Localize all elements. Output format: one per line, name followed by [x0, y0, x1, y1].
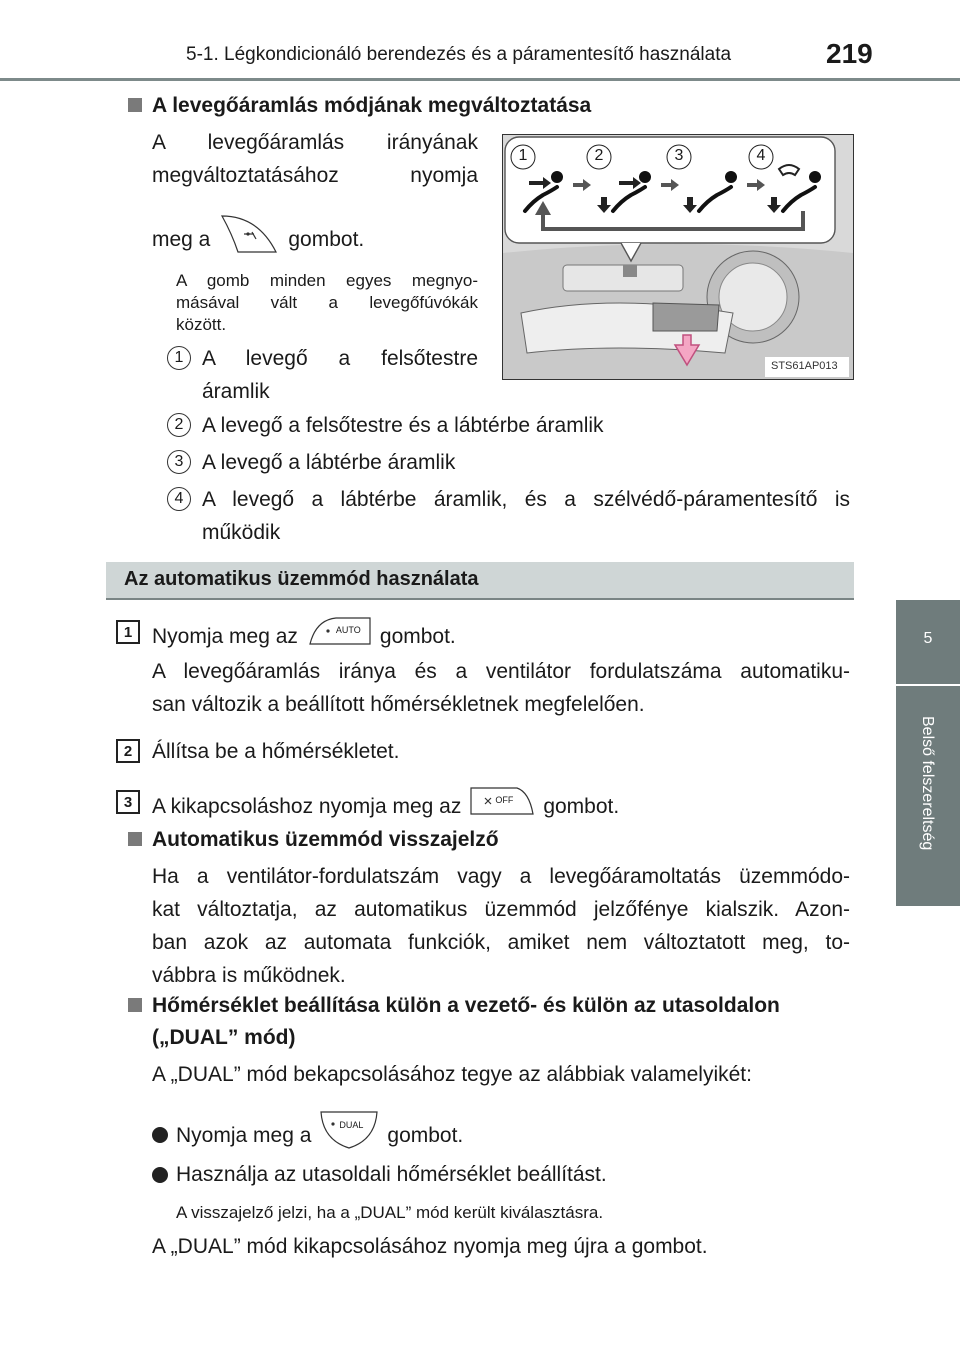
- dual-intro: A „DUAL” mód bekapcsolásához tegye az alábbiak valamelyikét:: [152, 1063, 752, 1086]
- step-1-marker: 1: [116, 620, 140, 644]
- figure-label-4: 4: [756, 147, 766, 164]
- figure-code: STS61AP013: [771, 360, 838, 372]
- auto-section-title: Az automatikus üzemmód használata: [124, 568, 479, 590]
- step-2-marker: 2: [116, 739, 140, 763]
- step-1-desc-line1: A levegőáramlás iránya és a ventilátor fordulatszáma automatiku-: [152, 660, 850, 683]
- mode-2-marker: 2: [167, 413, 191, 437]
- figure-label-2: 2: [594, 147, 604, 164]
- dual-note: A visszajelző jelzi, ha a „DUAL” mód került kiválasztásra.: [176, 1203, 604, 1222]
- mode-1-line2: áramlik: [202, 380, 270, 403]
- mode-1-line1: A levegő a felsőtestre: [202, 347, 478, 370]
- airflow-heading-row: [128, 94, 591, 118]
- dual-heading-line2: („DUAL” mód): [152, 1026, 296, 1049]
- bullet-dot-icon: [152, 1127, 168, 1143]
- chapter-tab-label: Belső felszereltség: [919, 716, 936, 851]
- mode-1-marker: 1: [167, 346, 191, 370]
- figure-label-1: 1: [518, 147, 528, 164]
- airflow-heading: A levegőáramlás módjának megváltoztatása: [152, 94, 592, 117]
- dual-heading-line1: Hőmérséklet beállítása külön a vezető- és külön az utasoldalon: [152, 994, 780, 1017]
- figure-label-3: 3: [674, 147, 684, 164]
- indicator-line4: vábbra is működnek.: [152, 964, 346, 987]
- airflow-note-line3: között.: [176, 315, 227, 334]
- mode-2-text: A levegő a felsőtestre és a lábtérbe áramlik: [202, 414, 604, 437]
- airflow-note-line1: A gomb minden egyes megnyo-: [176, 271, 478, 290]
- step-3-line: A kikapcsoláshoz nyomja meg az OFF gombot.: [152, 786, 619, 826]
- mode-3-text: A levegő a lábtérbe áramlik: [202, 451, 456, 474]
- step-1-line: Nyomja meg az AUTO gombot.: [152, 616, 456, 656]
- airflow-mode-figure: [502, 134, 854, 380]
- mode-3-marker: 3: [167, 450, 191, 474]
- mode-4-marker: 4: [167, 487, 191, 511]
- airflow-illustration: [503, 135, 853, 379]
- airflow-intro-line1: A levegőáramlás irányának: [152, 131, 478, 154]
- square-bullet-icon: [128, 998, 142, 1012]
- dual-off-text: A „DUAL” mód kikapcsolásához nyomja meg újra a gombot.: [152, 1235, 708, 1258]
- page-number: 219: [826, 38, 873, 69]
- chapter-title: 5-1. Légkondicionáló berendezés és a páramentesítő használata: [186, 44, 732, 65]
- bullet-dot-icon: [152, 1167, 168, 1183]
- off-button-icon: OFF: [469, 786, 535, 826]
- airflow-intro-line3: meg a gombot.: [152, 212, 364, 266]
- airflow-intro-line2: megváltoztatásához nyomja: [152, 164, 478, 187]
- mode-4-line2: működik: [202, 521, 281, 544]
- indicator-line3: ban azok az automata funkciók, amiket nem változtatott meg, to-: [152, 931, 850, 954]
- chapter-tab-number: 5: [923, 630, 933, 647]
- step-2-text: Állítsa be a hőmérsékletet.: [152, 740, 400, 763]
- airflow-mode-button-icon: [218, 212, 280, 266]
- indicator-line1: Ha a ventilátor-fordulatszám vagy a levegőáramoltatás üzemmódo-: [152, 865, 850, 888]
- indicator-heading: Automatikus üzemmód visszajelző: [152, 828, 499, 851]
- step-3-marker: 3: [116, 790, 140, 814]
- dual-button-icon: DUAL: [319, 1110, 379, 1160]
- auto-section-title-bar: [106, 562, 854, 600]
- square-bullet-icon: [128, 98, 142, 112]
- dual-bullet-1: Nyomja meg a DUAL gombot.: [152, 1110, 463, 1160]
- step-1-desc-line2: san változik a beállított hőmérsékletnek megfelelően.: [152, 693, 645, 716]
- dual-heading-row: [128, 994, 780, 1018]
- header-divider: [0, 78, 960, 81]
- square-bullet-icon: [128, 832, 142, 846]
- dual-bullet-2: Használja az utasoldali hőmérséklet beállítást.: [152, 1158, 607, 1191]
- airflow-note-line2: másával vált a levegőfúvókák: [176, 293, 478, 312]
- indicator-heading-row: [128, 828, 499, 852]
- auto-button-icon: AUTO: [306, 616, 372, 656]
- mode-4-line1: A levegő a lábtérbe áramlik, és a szélvédő-páramentesítő is: [202, 488, 850, 511]
- indicator-line2: kat változtatja, az automatikus üzemmód jelzőfénye kialszik. Azon-: [152, 898, 850, 921]
